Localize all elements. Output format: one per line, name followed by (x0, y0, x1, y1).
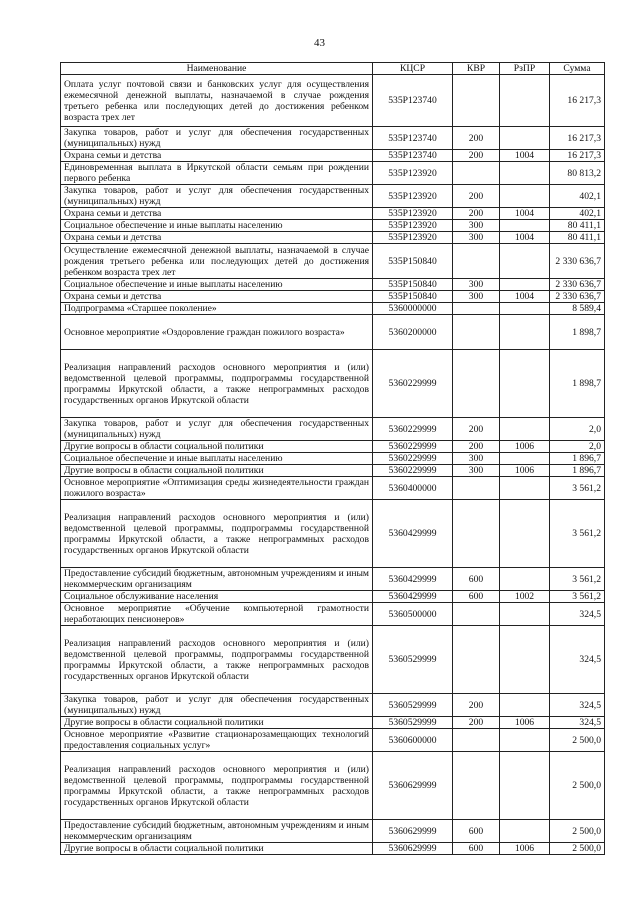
cell-sum: 16 217,3 (550, 127, 605, 150)
cell-kcsr: 535P123920 (373, 185, 453, 208)
table-row (61, 568, 605, 591)
cell-name: Другие вопросы в области социальной политики (61, 717, 373, 729)
cell-kvr (453, 244, 500, 279)
cell-name: Закупка товаров, работ и услуг для обеспечения государственных (муниципальных) нужд (61, 185, 373, 208)
cell-sum: 3 561,2 (550, 568, 605, 591)
table-row (61, 441, 605, 453)
cell-name: Закупка товаров, работ и услуг для обеспечения государственных (муниципальных) нужд (61, 418, 373, 441)
cell-name: Охрана семьи и детства (61, 150, 373, 162)
cell-name: Реализация направлений расходов основного мероприятия и (или) ведомственной целевой программы, подпрограммы государственной программы Иркутской области, а также непрограммных расходов государственных органов Иркутской области (61, 350, 373, 418)
header-kcsr: КЦСР (373, 63, 453, 75)
table-row (61, 162, 605, 185)
cell-sum: 2,0 (550, 418, 605, 441)
cell-name: Основное мероприятие «Развитие стационарозамещающих технологий предоставления социальных услуг» (61, 729, 373, 752)
table-row (61, 303, 605, 315)
table-row (61, 150, 605, 162)
cell-rzpr (500, 220, 550, 232)
cell-kvr: 600 (453, 843, 500, 855)
cell-rzpr: 1006 (500, 843, 550, 855)
cell-kcsr: 5360629999 (373, 820, 453, 843)
cell-rzpr (500, 729, 550, 752)
table-row (61, 591, 605, 603)
cell-sum: 80 813,2 (550, 162, 605, 185)
cell-kcsr: 5360229999 (373, 418, 453, 441)
cell-kcsr: 5360400000 (373, 477, 453, 500)
cell-kcsr: 5360229999 (373, 453, 453, 465)
cell-sum: 16 217,3 (550, 150, 605, 162)
cell-rzpr: 1006 (500, 717, 550, 729)
table-row (61, 185, 605, 208)
cell-kcsr: 5360200000 (373, 315, 453, 350)
cell-kvr (453, 477, 500, 500)
table-row (61, 694, 605, 717)
cell-kcsr: 535P123920 (373, 232, 453, 244)
cell-rzpr (500, 568, 550, 591)
cell-kcsr: 5360229999 (373, 465, 453, 477)
cell-sum: 1 896,7 (550, 465, 605, 477)
cell-kcsr: 5360000000 (373, 303, 453, 315)
cell-kcsr: 5360529999 (373, 626, 453, 694)
cell-kvr: 600 (453, 591, 500, 603)
cell-sum: 2 330 636,7 (550, 291, 605, 303)
cell-name: Реализация направлений расходов основного мероприятия и (или) ведомственной целевой программы, подпрограммы государственной программы Иркутской области, а также непрограммных расходов государственных органов Иркутской области (61, 500, 373, 568)
cell-sum: 324,5 (550, 717, 605, 729)
cell-kcsr: 5360529999 (373, 694, 453, 717)
table-row (61, 477, 605, 500)
cell-kvr: 200 (453, 441, 500, 453)
cell-name: Закупка товаров, работ и услуг для обеспечения государственных (муниципальных) нужд (61, 694, 373, 717)
cell-rzpr (500, 315, 550, 350)
cell-name: Предоставление субсидий бюджетным, автономным учреждениям и иным некоммерческим организациям (61, 568, 373, 591)
cell-rzpr (500, 303, 550, 315)
cell-sum: 2 500,0 (550, 843, 605, 855)
cell-sum: 2 500,0 (550, 820, 605, 843)
cell-kcsr: 5360600000 (373, 729, 453, 752)
cell-name: Другие вопросы в области социальной политики (61, 441, 373, 453)
cell-name: Оплата услуг почтовой связи и банковских услуг для осуществления ежемесячной денежной выплаты, назначаемой в случае рождения третьего ребенка или последующих детей до достижения ребенком возраста трех лет (61, 75, 373, 127)
cell-kvr: 200 (453, 694, 500, 717)
cell-kvr: 200 (453, 127, 500, 150)
header-sum: Сумма (550, 63, 605, 75)
table-row (61, 220, 605, 232)
cell-rzpr (500, 418, 550, 441)
cell-kvr: 200 (453, 208, 500, 220)
table-row (61, 603, 605, 626)
cell-kvr (453, 500, 500, 568)
cell-name: Основное мероприятие «Оздоровление граждан пожилого возраста» (61, 315, 373, 350)
cell-name: Закупка товаров, работ и услуг для обеспечения государственных (муниципальных) нужд (61, 127, 373, 150)
cell-kvr: 200 (453, 717, 500, 729)
cell-name: Другие вопросы в области социальной политики (61, 843, 373, 855)
cell-name: Основное мероприятие «Обучение компьютерной грамотности неработающих пенсионеров» (61, 603, 373, 626)
cell-sum: 324,5 (550, 603, 605, 626)
cell-rzpr (500, 279, 550, 291)
table-row (61, 315, 605, 350)
cell-kcsr: 535P123920 (373, 162, 453, 185)
table-row (61, 729, 605, 752)
table-row (61, 453, 605, 465)
cell-name: Другие вопросы в области социальной политики (61, 465, 373, 477)
cell-rzpr (500, 694, 550, 717)
cell-rzpr (500, 75, 550, 127)
cell-rzpr: 1004 (500, 150, 550, 162)
cell-kvr (453, 603, 500, 626)
cell-kvr: 200 (453, 418, 500, 441)
cell-kvr: 300 (453, 453, 500, 465)
cell-rzpr: 1002 (500, 591, 550, 603)
cell-kcsr: 5360429999 (373, 568, 453, 591)
cell-name: Социальное обеспечение и иные выплаты населению (61, 220, 373, 232)
cell-name: Реализация направлений расходов основного мероприятия и (или) ведомственной целевой программы, подпрограммы государственной программы Иркутской области, а также непрограммных расходов государственных органов Иркутской области (61, 752, 373, 820)
cell-kcsr: 535P150840 (373, 291, 453, 303)
cell-kcsr: 535P150840 (373, 244, 453, 279)
cell-name: Охрана семьи и детства (61, 208, 373, 220)
cell-name: Единовременная выплата в Иркутской области семьям при рождении первого ребенка (61, 162, 373, 185)
cell-kvr: 300 (453, 465, 500, 477)
table-row (61, 843, 605, 855)
cell-kvr (453, 75, 500, 127)
header-kvr: КВР (453, 63, 500, 75)
table-header-row (61, 63, 605, 75)
cell-kvr: 300 (453, 291, 500, 303)
page-number: 43 (314, 37, 325, 49)
cell-kcsr: 535P123920 (373, 208, 453, 220)
cell-sum: 324,5 (550, 626, 605, 694)
table-row (61, 244, 605, 279)
cell-kcsr: 535P150840 (373, 279, 453, 291)
cell-sum: 2,0 (550, 441, 605, 453)
header-name: Наименование (61, 63, 373, 75)
cell-kcsr: 5360429999 (373, 500, 453, 568)
cell-sum: 3 561,2 (550, 477, 605, 500)
cell-rzpr (500, 127, 550, 150)
cell-kvr (453, 729, 500, 752)
cell-name: Основное мероприятие «Оптимизация среды жизнедеятельности граждан пожилого возраста» (61, 477, 373, 500)
cell-rzpr: 1006 (500, 465, 550, 477)
cell-kcsr: 5360629999 (373, 752, 453, 820)
cell-kcsr: 5360229999 (373, 350, 453, 418)
cell-rzpr (500, 350, 550, 418)
table-row (61, 75, 605, 127)
cell-sum: 80 411,1 (550, 232, 605, 244)
cell-rzpr (500, 752, 550, 820)
cell-kvr: 300 (453, 232, 500, 244)
cell-rzpr: 1004 (500, 232, 550, 244)
cell-kcsr: 535P123920 (373, 220, 453, 232)
cell-name: Реализация направлений расходов основного мероприятия и (или) ведомственной целевой программы, подпрограммы государственной программы Иркутской области, а также непрограммных расходов государственных органов Иркутской области (61, 626, 373, 694)
cell-kcsr: 5360500000 (373, 603, 453, 626)
table-row (61, 350, 605, 418)
cell-sum: 1 896,7 (550, 453, 605, 465)
cell-sum: 1 898,7 (550, 315, 605, 350)
cell-name: Подпрограмма «Старшее поколение» (61, 303, 373, 315)
cell-rzpr (500, 820, 550, 843)
cell-sum: 80 411,1 (550, 220, 605, 232)
table-row (61, 291, 605, 303)
table-row (61, 717, 605, 729)
cell-name: Осуществление ежемесячной денежной выплаты, назначаемой в случае рождения третьего ребенка или последующих детей до достижения ребенком возраста трех лет (61, 244, 373, 279)
cell-kvr: 200 (453, 185, 500, 208)
cell-kcsr: 535P123740 (373, 127, 453, 150)
cell-name: Охрана семьи и детства (61, 291, 373, 303)
table-row (61, 279, 605, 291)
table-row (61, 500, 605, 568)
cell-kvr (453, 315, 500, 350)
table-row (61, 208, 605, 220)
cell-rzpr: 1004 (500, 291, 550, 303)
cell-kvr: 200 (453, 150, 500, 162)
cell-rzpr (500, 603, 550, 626)
table-row (61, 232, 605, 244)
cell-sum: 324,5 (550, 694, 605, 717)
cell-kcsr: 5360229999 (373, 441, 453, 453)
table-row (61, 626, 605, 694)
table-body (61, 75, 605, 855)
cell-kcsr: 535P123740 (373, 75, 453, 127)
cell-rzpr (500, 162, 550, 185)
cell-sum: 402,1 (550, 185, 605, 208)
cell-sum: 2 500,0 (550, 729, 605, 752)
cell-sum: 402,1 (550, 208, 605, 220)
cell-rzpr (500, 244, 550, 279)
cell-kvr: 300 (453, 220, 500, 232)
cell-kvr (453, 752, 500, 820)
cell-sum: 2 330 636,7 (550, 279, 605, 291)
cell-sum: 3 561,2 (550, 591, 605, 603)
table-row (61, 465, 605, 477)
cell-rzpr (500, 626, 550, 694)
cell-rzpr: 1004 (500, 208, 550, 220)
cell-kvr: 600 (453, 820, 500, 843)
cell-rzpr (500, 453, 550, 465)
cell-kvr: 300 (453, 279, 500, 291)
cell-kcsr: 5360529999 (373, 717, 453, 729)
cell-kcsr: 5360629999 (373, 843, 453, 855)
cell-kvr (453, 162, 500, 185)
table-row (61, 820, 605, 843)
table-row (61, 752, 605, 820)
table-row (61, 127, 605, 150)
header-rzpr: РзПР (500, 63, 550, 75)
cell-kvr (453, 303, 500, 315)
cell-name: Предоставление субсидий бюджетным, автономным учреждениям и иным некоммерческим организациям (61, 820, 373, 843)
cell-sum: 8 589,4 (550, 303, 605, 315)
cell-kvr (453, 626, 500, 694)
cell-sum: 3 561,2 (550, 500, 605, 568)
cell-name: Социальное обеспечение и иные выплаты населению (61, 279, 373, 291)
cell-sum: 1 898,7 (550, 350, 605, 418)
cell-sum: 2 330 636,7 (550, 244, 605, 279)
cell-kcsr: 535P123740 (373, 150, 453, 162)
cell-name: Социальное обеспечение и иные выплаты населению (61, 453, 373, 465)
cell-rzpr (500, 185, 550, 208)
cell-kvr: 600 (453, 568, 500, 591)
cell-rzpr (500, 477, 550, 500)
cell-kcsr: 5360429999 (373, 591, 453, 603)
cell-kvr (453, 350, 500, 418)
budget-table (60, 62, 605, 855)
cell-name: Социальное обслуживание населения (61, 591, 373, 603)
cell-sum: 2 500,0 (550, 752, 605, 820)
cell-rzpr: 1006 (500, 441, 550, 453)
table-row (61, 418, 605, 441)
cell-name: Охрана семьи и детства (61, 232, 373, 244)
cell-sum: 16 217,3 (550, 75, 605, 127)
cell-rzpr (500, 500, 550, 568)
